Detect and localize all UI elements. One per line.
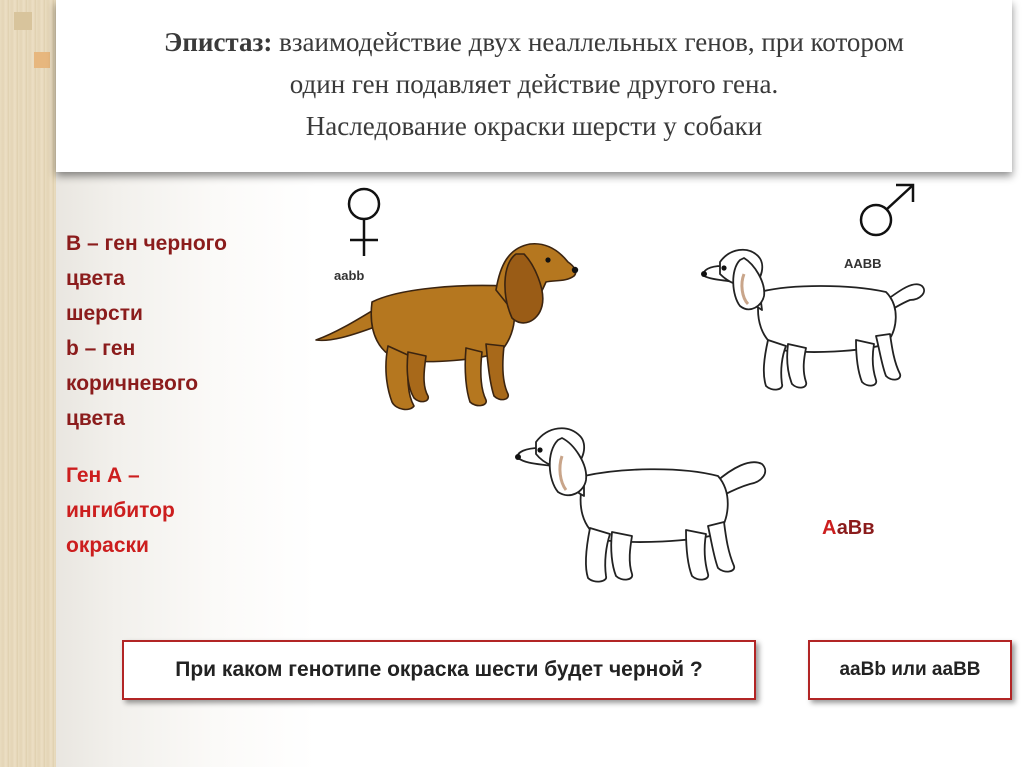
gene-line: B – ген черного xyxy=(66,232,227,255)
gene-description xyxy=(66,226,286,436)
gene-line: коричневого xyxy=(66,372,199,395)
offspring-genotype-label xyxy=(822,517,875,540)
decorative-left-strip xyxy=(0,0,56,767)
white-dog-male-illustration xyxy=(700,240,930,400)
decorative-square xyxy=(34,52,50,68)
title-line-1 xyxy=(56,22,1012,62)
title-definition: взаимодействие двух неаллельных генов, при котором xyxy=(272,27,904,57)
question-box: При каком генотипе окраска шести будет черной ? xyxy=(122,640,756,700)
inhibitor-description xyxy=(66,458,286,563)
inhibitor-line: ингибитор xyxy=(66,499,175,522)
title-term: Эпистаз: xyxy=(164,27,273,57)
inhibitor-line: Ген А – xyxy=(66,464,140,487)
inhibitor-line: окраски xyxy=(66,534,149,557)
gene-line: шерсти xyxy=(66,302,143,325)
gene-line: цвета xyxy=(66,267,125,290)
title-line-2: один ген подавляет действие другого гена. xyxy=(289,69,779,99)
male-genotype-label: AABB xyxy=(844,256,882,271)
white-dog-offspring-illustration xyxy=(510,418,772,592)
gene-line: цвета xyxy=(66,407,125,430)
offspring-genotype-rest: аВв xyxy=(836,517,875,539)
slide-title xyxy=(56,0,1012,172)
male-symbol-icon xyxy=(852,180,922,244)
slide-subtitle: Наследование окраски шерсти у собаки xyxy=(305,111,763,141)
answer-box[interactable]: aaBb или aaBB xyxy=(808,640,1012,700)
decorative-square xyxy=(14,12,32,30)
female-genotype-label: aabb xyxy=(334,268,365,283)
brown-dog-illustration xyxy=(310,236,580,422)
gene-line: b – ген xyxy=(66,337,136,360)
offspring-genotype-dominant: А xyxy=(822,517,837,539)
